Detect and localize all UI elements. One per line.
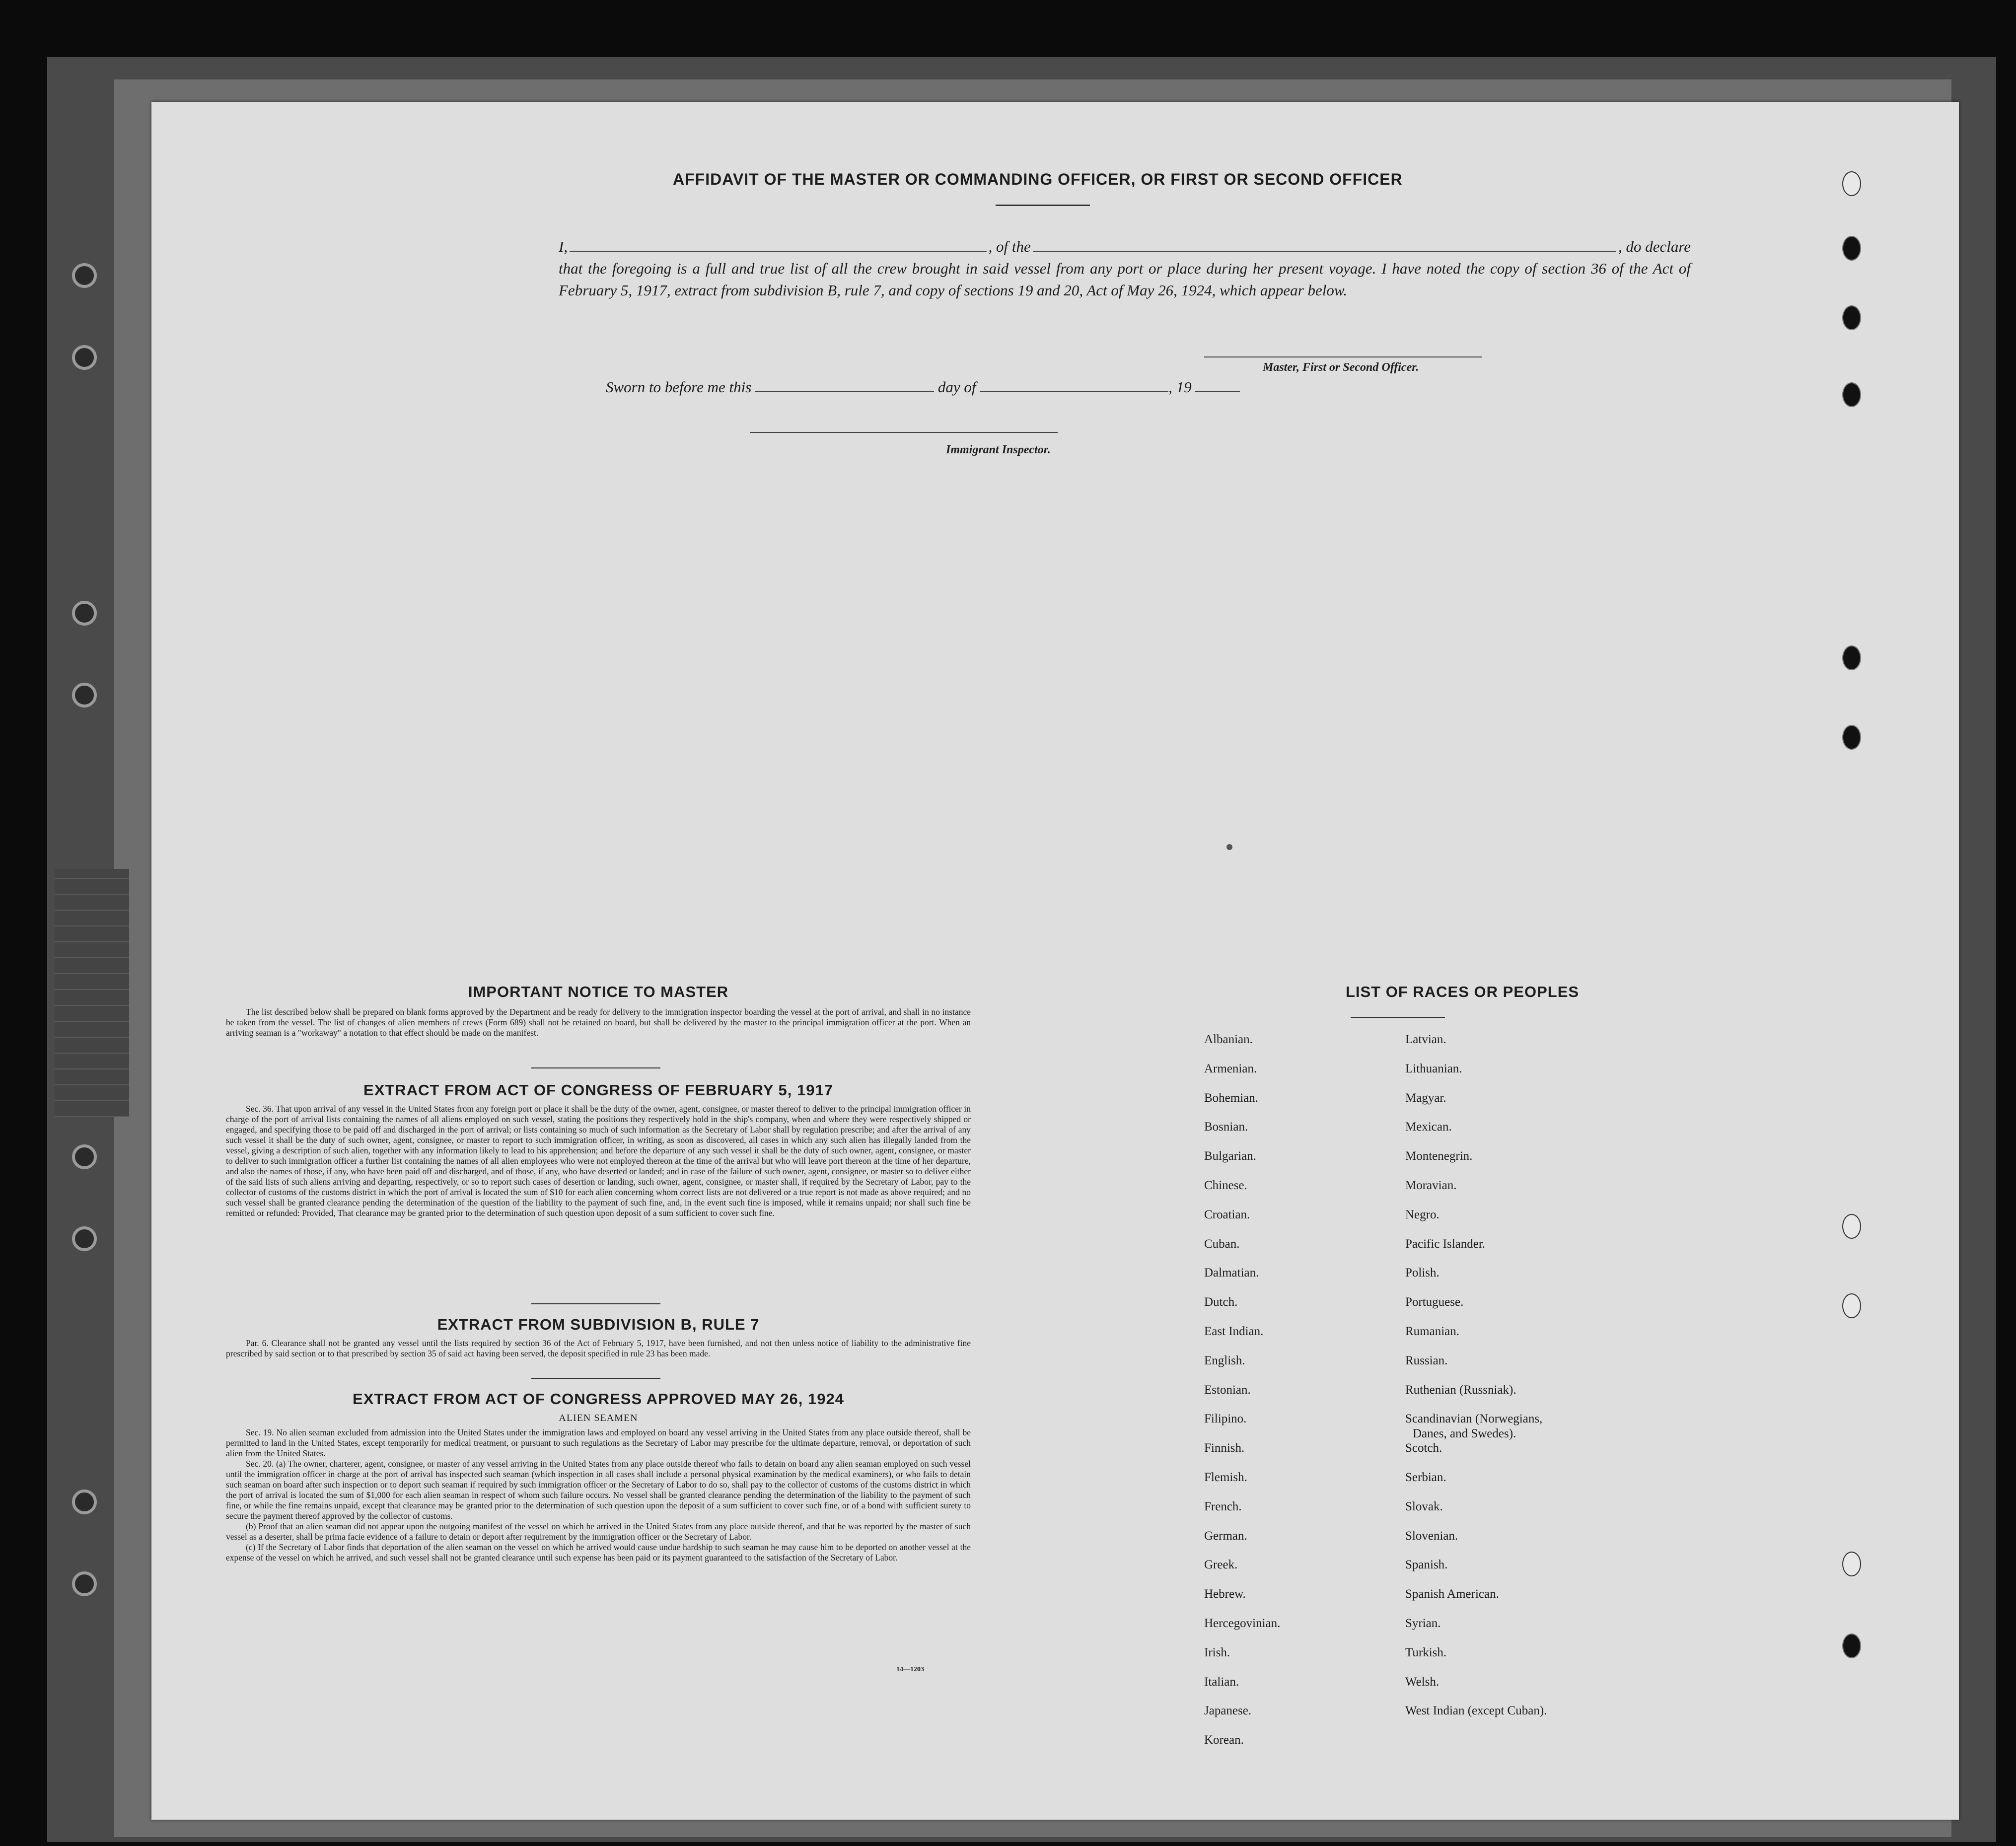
race-item: Polish.	[1405, 1266, 1440, 1280]
race-item: Flemish.	[1204, 1471, 1247, 1484]
race-item: Scandinavian (Norwegians,	[1405, 1412, 1543, 1426]
race-item: English.	[1204, 1353, 1245, 1367]
race-item: Portuguese.	[1405, 1295, 1464, 1309]
title-divider	[996, 205, 1090, 206]
section-divider	[531, 1303, 660, 1304]
punch-hole-icon	[1842, 725, 1861, 750]
punch-hole-icon	[1842, 305, 1861, 330]
binder-hole-icon	[72, 1571, 97, 1596]
extract-1924-text	[226, 1427, 971, 1563]
race-item: Bulgarian.	[1204, 1149, 1256, 1163]
inspector-signature-line[interactable]	[750, 432, 1058, 433]
race-item: Serbian.	[1405, 1471, 1446, 1484]
race-item: Dutch.	[1204, 1295, 1238, 1309]
race-item: Lithuanian.	[1405, 1062, 1462, 1075]
section-divider	[531, 1067, 660, 1068]
races-title: LIST OF RACES OR PEOPLES	[1345, 983, 1580, 1000]
vessel-blank[interactable]	[1033, 237, 1616, 252]
sworn-day-of: day of	[937, 378, 976, 396]
race-item: Spanish American.	[1405, 1587, 1499, 1601]
section-36-paragraph: Sec. 36. That upon arrival of any vessel in the United States from any foreign port or place it shall be the duty of the owner, agent, consignee, or master thereof to deliver to the principal immigration officer in charge of the port of arrival lists containing the names of all aliens employed on such vessel, stating the positions they respectively hold in the ship's company, when and where they were respectively shipped or engaged, and specifying those to be paid off and discharged in the port of arrival; or lists containing so much of such information as the Secretary of Labor shall by regulation prescribe; and after the arrival of any such vessel it shall be the duty of such owner, agent, consignee, or master to report to such immigration officer, in writing, as soon as discovered, all cases in which any such alien has illegally landed from the vessel, giving a description of such alien, together with any information likely to lead to his apprehension; and before the departure of any such vessel it shall be the duty of such owner, agent, consignee, or master to deliver to such immigration officer a further list containing the names of all alien employees who were not employed thereon at the time of the arrival but who will leave port thereon at the time of her departure, and also the names of those, if any, who have been paid off and discharged, and of those, if any, who have deserted or landed; and in case of the failure of such owner, agent, consignee, or master so to deliver either of the said lists of such aliens arriving and departing, respectively, or so to report such cases of desertion or landing, such owner, agent, consignee, or master shall, if required by the Secretary of Labor, pay to the collector of customs of the customs district in which the port of arrival is located the sum of $10 for each alien concerning whom correct lists are not delivered or a true report is not made as above required; and no such vessel shall be granted clearance pending the determination of the question of the liability to the payment of such fine, and, in the event such fine is imposed, while it remains unpaid; nor shall such fine be remitted or refunded: Provided, That clearance may be granted prior to the determination of such question upon deposit of a sum sufficient to cover such fine.	[226, 1104, 971, 1218]
subdivision-text	[226, 1338, 971, 1359]
grid-paper-edge	[55, 869, 129, 1117]
race-item: Scotch.	[1405, 1441, 1442, 1455]
binder-hole-icon	[72, 1144, 97, 1169]
race-item: West Indian (except Cuban).	[1405, 1704, 1547, 1718]
sworn-line	[606, 377, 1240, 396]
race-item: German.	[1204, 1529, 1247, 1543]
race-item: Irish.	[1204, 1645, 1230, 1659]
race-item: Magyar.	[1405, 1091, 1446, 1105]
punch-hole-icon	[1842, 645, 1861, 670]
master-signature-label: Master, First or Second Officer.	[1263, 361, 1419, 374]
race-item: Dalmatian.	[1204, 1266, 1259, 1280]
race-item: Hebrew.	[1204, 1587, 1246, 1601]
punch-hole-icon	[1842, 1552, 1861, 1576]
declare-label: , do declare	[1618, 238, 1691, 255]
race-item: Filipino.	[1204, 1412, 1247, 1426]
race-item: French.	[1204, 1499, 1242, 1513]
race-item: Spanish.	[1405, 1558, 1448, 1572]
race-item: Albanian.	[1204, 1033, 1253, 1046]
sworn-year-blank[interactable]	[1195, 377, 1240, 392]
race-item: Armenian.	[1204, 1062, 1257, 1075]
race-item: Syrian.	[1405, 1617, 1441, 1630]
race-item: Bosnian.	[1204, 1120, 1248, 1134]
sworn-prefix: Sworn to before me this	[606, 378, 752, 396]
section-19-paragraph: Sec. 19. No alien seaman excluded from admission into the United States under the immigration laws and employed on board any vessel arriving in the United States from any place outside thereof, shall be permitted to land in the United States, except temporarily for medical treatment, or pursuant to such regulations as the Secretary of Labor may prescribe for the ultimate departure, removal, or deportation of such alien from the United States.	[226, 1427, 971, 1458]
form-number: 14—1203	[896, 1666, 924, 1673]
race-item: Hercegovinian.	[1204, 1617, 1281, 1630]
race-item: Cuban.	[1204, 1237, 1240, 1251]
race-item: Negro.	[1405, 1207, 1440, 1221]
race-item: Bohemian.	[1204, 1091, 1259, 1105]
race-item: Montenegrin.	[1405, 1149, 1473, 1163]
race-item: Moravian.	[1405, 1179, 1457, 1192]
binder-hole-icon	[72, 345, 97, 370]
extract-1924-title: EXTRACT FROM ACT OF CONGRESS APPROVED MAY 26, 1924	[353, 1390, 844, 1408]
race-item: Turkish.	[1405, 1645, 1447, 1659]
extract-1917-title: EXTRACT FROM ACT OF CONGRESS OF FEBRUARY 5, 1917	[363, 1081, 833, 1099]
extract-1917-text	[226, 1104, 971, 1218]
paragraph-6: Par. 6. Clearance shall not be granted any vessel until the lists required by section 36 of the Act of February 5, 1917, have been furnished, and not then unless notice of liability to the administrative fine prescribed by said section or to that prescribed by section 35 of said act having been served, the deposit specified in rule 23 has been made.	[226, 1338, 971, 1358]
race-item: Finnish.	[1204, 1441, 1245, 1455]
races-divider	[1351, 1017, 1445, 1018]
binder-hole-icon	[72, 601, 97, 626]
section-20b-paragraph: (b) Proof that an alien seaman did not appear upon the outgoing manifest of the vessel on which he arrived in the United States from any place outside thereof, and that he was reported by the master of such vessel as a deserter, shall be prima facie evidence of a failure to detain or deport after requirement by the immigration officer or the Secretary of Labor.	[226, 1521, 971, 1542]
punch-hole-icon	[1842, 1633, 1861, 1658]
race-item: Japanese.	[1204, 1704, 1252, 1718]
section-divider	[531, 1378, 660, 1379]
notice-text	[226, 1007, 971, 1038]
notice-paragraph: The list described below shall be prepared on blank forms approved by the Department and be ready for delivery to the immigration inspector boarding the vessel at the port of arrival, and shall in no instance be taken from the vessel. The list of changes of alien members of crews (Form 689) shall not be retained on board, but shall be delivered by the master to the principal immigration officer at the port. When an arriving seaman is a "workaway" a notation to that effect should be made on the manifest.	[226, 1007, 971, 1038]
race-item: Welsh.	[1405, 1675, 1440, 1689]
of-the-label: , of the	[988, 238, 1031, 255]
notice-title: IMPORTANT NOTICE TO MASTER	[468, 983, 729, 1000]
punch-hole-icon	[1842, 171, 1861, 196]
sworn-month-blank[interactable]	[980, 377, 1168, 392]
punch-hole-icon	[1842, 1214, 1861, 1239]
subdivision-title: EXTRACT FROM SUBDIVISION B, RULE 7	[437, 1316, 760, 1333]
name-blank[interactable]	[570, 237, 986, 252]
race-item: Slovak.	[1405, 1499, 1443, 1513]
race-item: Italian.	[1204, 1675, 1239, 1689]
race-item: Croatian.	[1204, 1207, 1250, 1221]
binder-hole-icon	[72, 683, 97, 708]
race-item: Chinese.	[1204, 1179, 1247, 1192]
sworn-day-blank[interactable]	[755, 377, 934, 392]
race-item: Slovenian.	[1405, 1529, 1458, 1543]
section-20c-paragraph: (c) If the Secretary of Labor finds that deportation of the alien seaman on the vessel on which he arrived would cause undue hardship to such seaman he may cause him to be deported on another vessel at the expense of the vessel on which he arrived, and such vessel shall not be granted clearance until such expense has been paid or its payment guaranteed to the satisfaction of the Secretary of Labor.	[226, 1542, 971, 1562]
affidavit-body	[559, 236, 1691, 301]
inspector-signature-label: Immigrant Inspector.	[946, 443, 1051, 456]
race-item: Danes, and Swedes).	[1413, 1427, 1516, 1441]
pronoun-i: I,	[559, 238, 568, 255]
affidavit-declaration-line	[559, 236, 1691, 258]
punch-hole-icon	[1842, 236, 1861, 261]
race-item: Estonian.	[1204, 1383, 1251, 1397]
sworn-year-label: , 19	[1168, 378, 1192, 396]
punch-hole-icon	[1842, 1293, 1861, 1318]
race-item: Rumanian.	[1405, 1325, 1460, 1338]
binder-hole-icon	[72, 1226, 97, 1251]
alien-seamen-subtitle: ALIEN SEAMEN	[559, 1413, 638, 1423]
affidavit-statement: that the foregoing is a full and true list of all the crew brought in said vessel from any port or place during her present voyage. I have noted the copy of section 36 of the Act of February 5, 1917, extract from subdivision B, rule 7, and copy of sections 19 and 20, Act of May 26, 1924, which appear below.	[559, 260, 1691, 299]
binder-hole-icon	[72, 1490, 97, 1514]
race-item: Russian.	[1405, 1353, 1448, 1367]
race-item: Pacific Islander.	[1405, 1237, 1486, 1251]
section-20a-paragraph: Sec. 20. (a) The owner, charterer, agent, consignee, or master of any vessel arriving in the United States from any place outside thereof who fails to detain on board any alien seaman employed on such vessel until the immigration officer in charge at the port of arrival has inspected such seaman (which inspection in all cases shall include a personal physical examination by the medical examiners), or who fails to detain such seaman on board after such inspection or to deport such seaman if required by such immigration officer or the Secretary of Labor to do so, shall pay to the collector of customs of the customs district in which the port of arrival is located the sum of $1,000 for each alien seaman in respect of whom such failure occurs. No vessel shall be granted clearance pending the determination of the liability to the payment of such fine, or while the fine remains unpaid, except that clearance may be granted prior to the determination of such question upon the deposit of a sum sufficient to cover such fine, or of a bond with sufficient surety to secure the payment thereof approved by the collector of customs.	[226, 1459, 971, 1521]
race-item: Latvian.	[1405, 1033, 1446, 1046]
race-item: Korean.	[1204, 1733, 1244, 1747]
race-item: Ruthenian (Russniak).	[1405, 1383, 1516, 1397]
race-item: Mexican.	[1405, 1120, 1452, 1134]
ink-dot	[1226, 844, 1232, 850]
master-signature-line[interactable]	[1204, 356, 1482, 357]
affidavit-title: AFFIDAVIT OF THE MASTER OR COMMANDING OFFICER, OR FIRST OR SECOND OFFICER	[673, 170, 1403, 188]
race-item: East Indian.	[1204, 1325, 1264, 1338]
affidavit-page	[151, 102, 1959, 1820]
binder-hole-icon	[72, 263, 97, 288]
race-item: Greek.	[1204, 1558, 1238, 1572]
punch-hole-icon	[1842, 382, 1861, 407]
